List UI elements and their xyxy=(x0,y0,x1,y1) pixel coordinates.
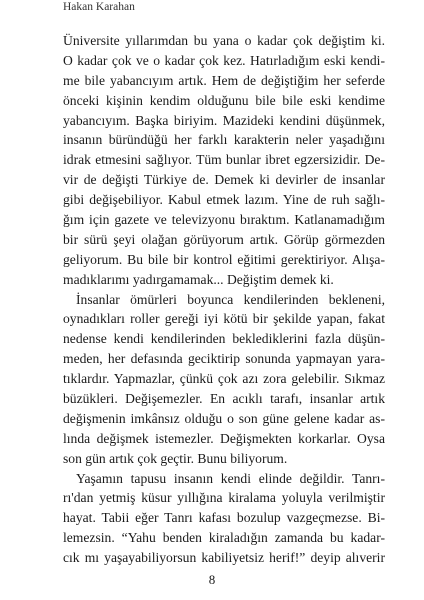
text-line: tıklardır. Yapmazlar, çünkü çok azı zora gelebilir. Sıkmaz xyxy=(63,371,385,387)
text-line: büzükleri. Değişemezler. En acıklı tarafı, insanlar artık xyxy=(63,391,385,407)
text-line: bir sürü şeyi olağan görüyorum artık. Görüp görmezden xyxy=(63,231,385,247)
text-line: madıklarımı yadırgamamak... Değiştim demek ki. xyxy=(63,271,334,287)
text-line: ğım için gazete ve televizyonu bıraktım. Katlanamadığım xyxy=(63,212,385,228)
text-line: insanın büründüğü her farklı karakterin neler yaşadığını xyxy=(63,132,385,148)
text-line: rı'dan yetmiş küsur yıllığına kiralama yoluyla verilmiştir xyxy=(63,490,385,506)
text-line: gibi değişebiliyor. Kabul etmek lazım. Yine de ruh sağlı- xyxy=(63,192,385,208)
text-line: değişmenin imkânsız olduğu o son güne gelene kadar as- xyxy=(63,410,385,426)
text-line: cık mı yaşayabiliyorsun kabiliyetsiz herif!” deyip alıverir xyxy=(63,550,385,566)
text-line: oynadıkları roller gereği iyi kötü bir şekilde yapan, fakat xyxy=(63,311,385,327)
text-line: lemezsin. “Yahu benden kiraladığın zamanda bu kadar- xyxy=(63,530,385,546)
paragraph-1 xyxy=(63,31,385,290)
text-line: hayat. Tabii eğer Tanrı kafası bozulup vazgeçmezse. Bi- xyxy=(63,510,385,526)
text-line: İnsanlar ömürleri boyunca kendilerinden bekleneni, xyxy=(76,291,385,307)
paragraph-3 xyxy=(63,469,385,568)
text-line: önceki kişinin kendim olduğunu bile bile eski kendime xyxy=(63,92,385,108)
text-line: meden, her defasında geciktirip sonunda yapmayan yara- xyxy=(63,351,385,367)
text-line: yabancıyım. Başka biriyim. Mazideki kendini düşünmek, xyxy=(63,112,385,128)
text-line: me bile yabancıyım artık. Hem de değiştiğim her seferde xyxy=(63,72,385,88)
text-line: nedense kendi kendilerinden beklediklerini fazla düşün- xyxy=(63,331,385,347)
text-line: Yaşamın tapusu insanın kendi elinde değildir. Tanrı- xyxy=(76,470,385,486)
text-line: geliyorum. Bu bile bir kontrol eğitimi gerektiriyor. Alışa- xyxy=(63,251,385,267)
running-head: Hakan Karahan xyxy=(63,1,135,13)
text-line: son gün artık çok geçtir. Bunu biliyorum. xyxy=(63,450,288,466)
body-text xyxy=(63,31,385,568)
text-line: vir de değişti Türkiye de. Demek ki devirler de insanlar xyxy=(63,172,385,188)
text-line: lında değişmek istemezler. Değişmekten korkarlar. Oysa xyxy=(63,430,385,446)
page-number: 8 xyxy=(208,572,216,587)
text-line: Üniversite yıllarımdan bu yana o kadar çok değiştim ki. xyxy=(63,33,385,48)
text-line: O kadar çok ve o kadar çok kez. Hatırladığım eski kendi- xyxy=(63,52,385,68)
paragraph-2 xyxy=(63,290,385,469)
text-line: idrak etmesini sağlıyor. Tüm bunlar ibret egzersizidir. De- xyxy=(63,152,385,168)
